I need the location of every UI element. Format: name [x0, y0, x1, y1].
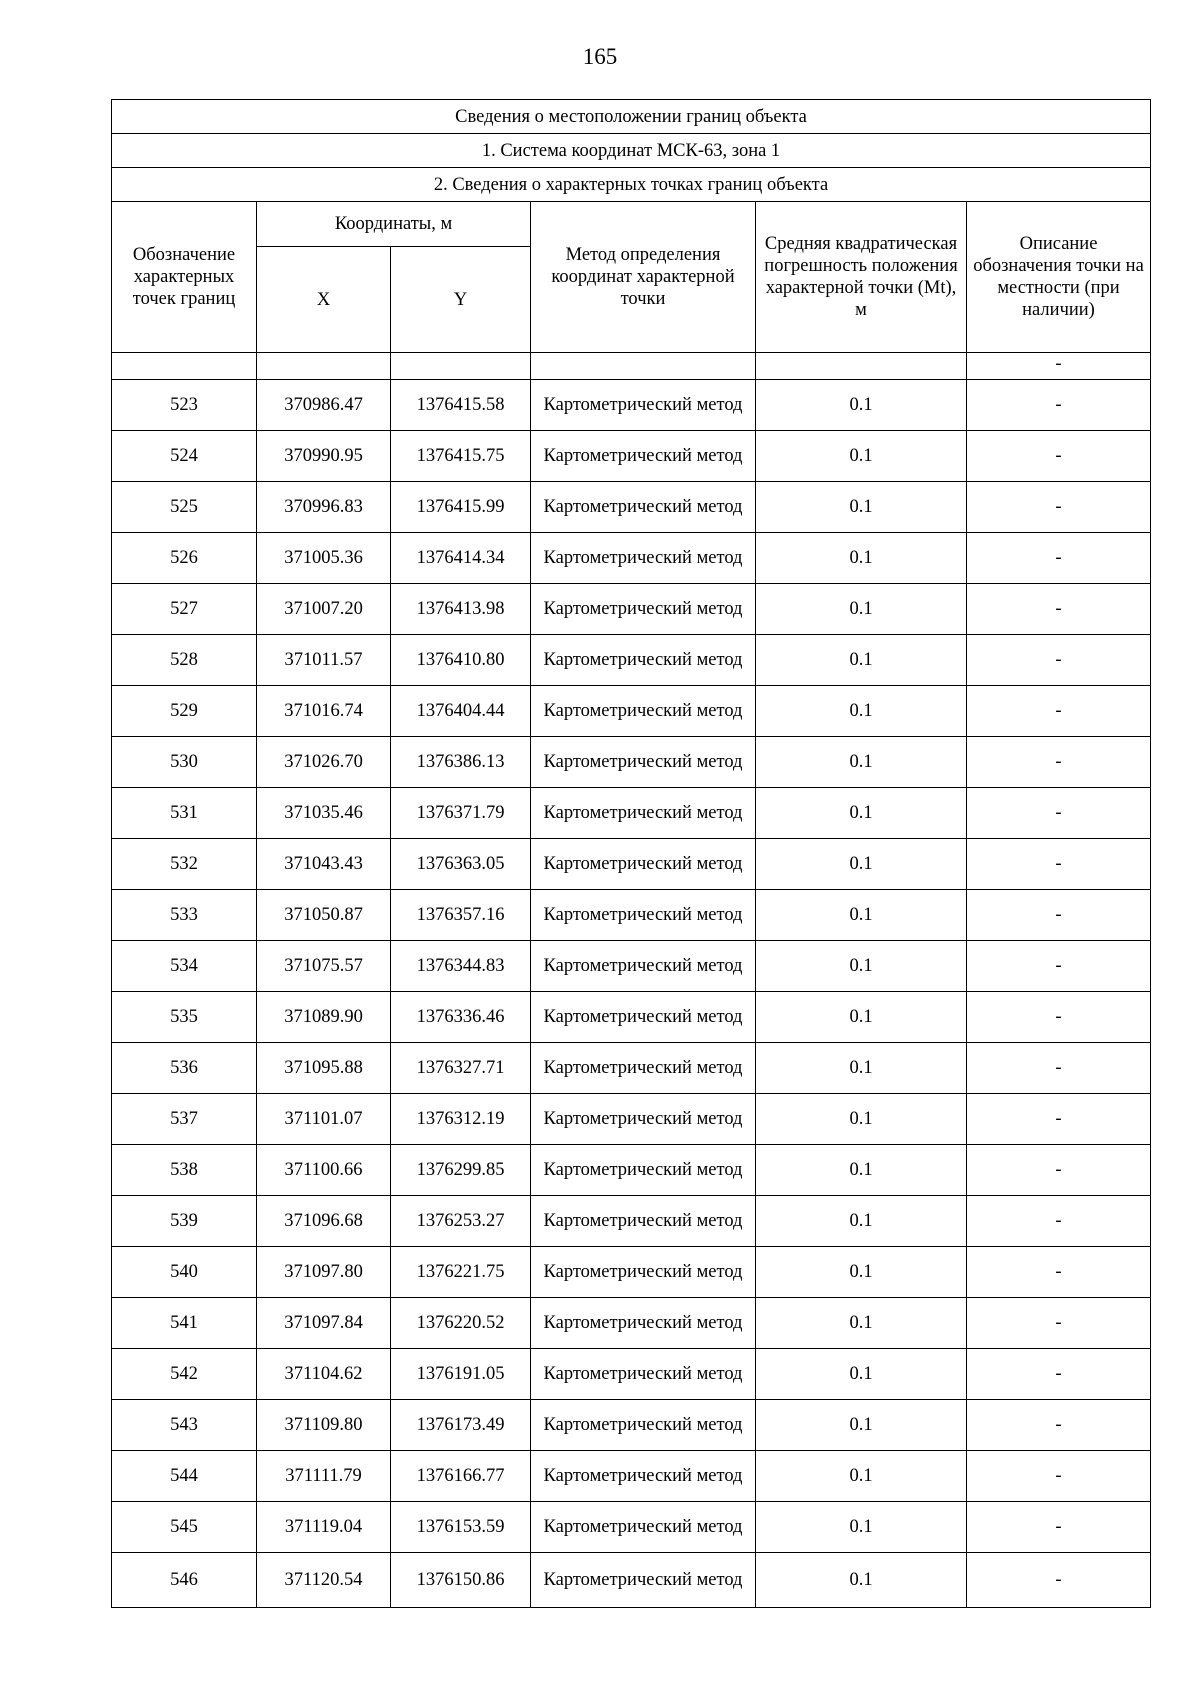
method-cell: Картометрический метод: [531, 1400, 756, 1451]
accuracy-cell: 0.1: [756, 533, 967, 584]
table-row: [112, 533, 1151, 584]
y-cell: 1376415.58: [391, 380, 531, 431]
x-cell: 371100.66: [257, 1145, 391, 1196]
header-description: Описание обозначения точки на местности (при наличии): [967, 202, 1151, 353]
method-cell: Картометрический метод: [531, 635, 756, 686]
point-cell: 537: [112, 1094, 257, 1145]
header-method: Метод определения координат характерной точки: [531, 202, 756, 353]
blank-cell: [391, 353, 531, 380]
table-row: [112, 941, 1151, 992]
method-cell: Картометрический метод: [531, 1043, 756, 1094]
header-coordinates: Координаты, м: [257, 202, 531, 247]
y-cell: 1376415.99: [391, 482, 531, 533]
method-cell: Картометрический метод: [531, 890, 756, 941]
point-cell: 535: [112, 992, 257, 1043]
header-y: Y: [391, 247, 531, 353]
table-row: [112, 1145, 1151, 1196]
point-cell: 524: [112, 431, 257, 482]
x-cell: 371119.04: [257, 1502, 391, 1553]
table-row: [112, 1043, 1151, 1094]
y-cell: 1376327.71: [391, 1043, 531, 1094]
point-cell: 541: [112, 1298, 257, 1349]
x-cell: 371089.90: [257, 992, 391, 1043]
point-cell: 539: [112, 1196, 257, 1247]
accuracy-cell: 0.1: [756, 1298, 967, 1349]
description-cell: -: [967, 686, 1151, 737]
accuracy-cell: 0.1: [756, 1094, 967, 1145]
accuracy-cell: 0.1: [756, 380, 967, 431]
accuracy-cell: 0.1: [756, 1196, 967, 1247]
x-cell: 371043.43: [257, 839, 391, 890]
table-title: Сведения о местоположении границ объекта: [112, 100, 1151, 134]
description-cell: -: [967, 1094, 1151, 1145]
header-designation: Обозначение характерных точек границ: [112, 202, 257, 353]
header-row-top: [112, 202, 1151, 247]
points-section-label: 2. Сведения о характерных точках границ объекта: [112, 168, 1151, 202]
description-cell: -: [967, 1196, 1151, 1247]
point-cell: 538: [112, 1145, 257, 1196]
y-cell: 1376220.52: [391, 1298, 531, 1349]
method-cell: Картометрический метод: [531, 788, 756, 839]
x-cell: 371095.88: [257, 1043, 391, 1094]
x-cell: 371104.62: [257, 1349, 391, 1400]
method-cell: Картометрический метод: [531, 737, 756, 788]
y-cell: 1376415.75: [391, 431, 531, 482]
point-cell: 530: [112, 737, 257, 788]
point-cell: 526: [112, 533, 257, 584]
coordinate-system-label: 1. Система координат МСК-63, зона 1: [112, 134, 1151, 168]
y-cell: 1376404.44: [391, 686, 531, 737]
x-cell: 371075.57: [257, 941, 391, 992]
table-row: [112, 839, 1151, 890]
description-cell: -: [967, 890, 1151, 941]
method-cell: Картометрический метод: [531, 839, 756, 890]
y-cell: 1376150.86: [391, 1553, 531, 1608]
description-cell: -: [967, 1043, 1151, 1094]
point-cell: 527: [112, 584, 257, 635]
point-cell: 534: [112, 941, 257, 992]
accuracy-cell: 0.1: [756, 584, 967, 635]
description-cell: -: [967, 788, 1151, 839]
point-cell: 540: [112, 1247, 257, 1298]
table-row: [112, 686, 1151, 737]
point-cell: 544: [112, 1451, 257, 1502]
accuracy-cell: 0.1: [756, 1043, 967, 1094]
method-cell: Картометрический метод: [531, 1298, 756, 1349]
point-cell: 543: [112, 1400, 257, 1451]
blank-cell: [756, 353, 967, 380]
method-cell: Картометрический метод: [531, 584, 756, 635]
method-cell: Картометрический метод: [531, 941, 756, 992]
point-cell: 529: [112, 686, 257, 737]
accuracy-cell: 0.1: [756, 941, 967, 992]
method-cell: Картометрический метод: [531, 1502, 756, 1553]
x-cell: 371007.20: [257, 584, 391, 635]
x-cell: 371097.84: [257, 1298, 391, 1349]
x-cell: 371111.79: [257, 1451, 391, 1502]
point-cell: 523: [112, 380, 257, 431]
table-row: [112, 1553, 1151, 1608]
accuracy-cell: 0.1: [756, 839, 967, 890]
y-cell: 1376371.79: [391, 788, 531, 839]
method-cell: Картометрический метод: [531, 1451, 756, 1502]
point-cell: 546: [112, 1553, 257, 1608]
description-cell: -: [967, 1298, 1151, 1349]
table-row: [112, 635, 1151, 686]
y-cell: 1376344.83: [391, 941, 531, 992]
x-cell: 371097.80: [257, 1247, 391, 1298]
accuracy-cell: 0.1: [756, 431, 967, 482]
description-cell: -: [967, 1247, 1151, 1298]
accuracy-cell: 0.1: [756, 1247, 967, 1298]
blank-cell: [257, 353, 391, 380]
x-cell: 371096.68: [257, 1196, 391, 1247]
x-cell: 371120.54: [257, 1553, 391, 1608]
table-row: [112, 482, 1151, 533]
description-cell: -: [967, 1349, 1151, 1400]
x-cell: 371005.36: [257, 533, 391, 584]
y-cell: 1376221.75: [391, 1247, 531, 1298]
method-cell: Картометрический метод: [531, 431, 756, 482]
y-cell: 1376386.13: [391, 737, 531, 788]
header-x: X: [257, 247, 391, 353]
table-row: [112, 1094, 1151, 1145]
method-cell: Картометрический метод: [531, 1349, 756, 1400]
table-row: [112, 1298, 1151, 1349]
description-cell: -: [967, 992, 1151, 1043]
description-cell: -: [967, 1502, 1151, 1553]
method-cell: Картометрический метод: [531, 380, 756, 431]
description-cell: -: [967, 1400, 1151, 1451]
y-cell: 1376191.05: [391, 1349, 531, 1400]
description-cell: -: [967, 635, 1151, 686]
table-row: [112, 992, 1151, 1043]
description-cell: -: [967, 431, 1151, 482]
method-cell: Картометрический метод: [531, 1553, 756, 1608]
accuracy-cell: 0.1: [756, 992, 967, 1043]
y-cell: 1376166.77: [391, 1451, 531, 1502]
accuracy-cell: 0.1: [756, 890, 967, 941]
method-cell: Картометрический метод: [531, 992, 756, 1043]
boundary-points-table: [111, 99, 1151, 1608]
description-cell: -: [967, 839, 1151, 890]
coordinate-system-row: [112, 134, 1151, 168]
accuracy-cell: 0.1: [756, 635, 967, 686]
x-cell: 370986.47: [257, 380, 391, 431]
y-cell: 1376299.85: [391, 1145, 531, 1196]
description-cell: -: [967, 533, 1151, 584]
method-cell: Картометрический метод: [531, 482, 756, 533]
y-cell: 1376153.59: [391, 1502, 531, 1553]
table-row: [112, 584, 1151, 635]
description-cell: -: [967, 584, 1151, 635]
description-cell: -: [967, 1145, 1151, 1196]
y-cell: 1376414.34: [391, 533, 531, 584]
y-cell: 1376410.80: [391, 635, 531, 686]
accuracy-cell: 0.1: [756, 1349, 967, 1400]
table-row: [112, 788, 1151, 839]
accuracy-cell: 0.1: [756, 686, 967, 737]
description-cell: -: [967, 380, 1151, 431]
point-cell: 525: [112, 482, 257, 533]
description-cell: -: [967, 1553, 1151, 1608]
point-cell: 545: [112, 1502, 257, 1553]
point-cell: 531: [112, 788, 257, 839]
point-cell: 542: [112, 1349, 257, 1400]
y-cell: 1376336.46: [391, 992, 531, 1043]
header-accuracy: Средняя квадратическая погрешность положения характерной точки (Mt), м: [756, 202, 967, 353]
table-row: [112, 1502, 1151, 1553]
point-cell: 533: [112, 890, 257, 941]
description-cell: -: [967, 941, 1151, 992]
table-row: [112, 1400, 1151, 1451]
x-cell: 370990.95: [257, 431, 391, 482]
y-cell: 1376253.27: [391, 1196, 531, 1247]
accuracy-cell: 0.1: [756, 1502, 967, 1553]
x-cell: 371050.87: [257, 890, 391, 941]
table-row: [112, 737, 1151, 788]
points-section-row: [112, 168, 1151, 202]
description-cell: -: [967, 1451, 1151, 1502]
accuracy-cell: 0.1: [756, 1400, 967, 1451]
blank-cell: [531, 353, 756, 380]
blank-description: -: [967, 353, 1151, 380]
x-cell: 371101.07: [257, 1094, 391, 1145]
table-title-row: [112, 100, 1151, 134]
x-cell: 370996.83: [257, 482, 391, 533]
method-cell: Картометрический метод: [531, 1094, 756, 1145]
y-cell: 1376413.98: [391, 584, 531, 635]
point-cell: 528: [112, 635, 257, 686]
table-row: [112, 1196, 1151, 1247]
x-cell: 371026.70: [257, 737, 391, 788]
method-cell: Картометрический метод: [531, 1145, 756, 1196]
table-row: [112, 1451, 1151, 1502]
blank-cell: [112, 353, 257, 380]
description-cell: -: [967, 482, 1151, 533]
table-row: [112, 890, 1151, 941]
x-cell: 371011.57: [257, 635, 391, 686]
table-row: [112, 1349, 1151, 1400]
page-number: 165: [582, 44, 618, 69]
accuracy-cell: 0.1: [756, 788, 967, 839]
blank-row: [112, 353, 1151, 380]
x-cell: 371109.80: [257, 1400, 391, 1451]
table-row: [112, 431, 1151, 482]
y-cell: 1376357.16: [391, 890, 531, 941]
accuracy-cell: 0.1: [756, 1145, 967, 1196]
y-cell: 1376363.05: [391, 839, 531, 890]
description-cell: -: [967, 737, 1151, 788]
table-row: [112, 1247, 1151, 1298]
x-cell: 371035.46: [257, 788, 391, 839]
point-cell: 532: [112, 839, 257, 890]
method-cell: Картометрический метод: [531, 1247, 756, 1298]
method-cell: Картометрический метод: [531, 533, 756, 584]
point-cell: 536: [112, 1043, 257, 1094]
y-cell: 1376312.19: [391, 1094, 531, 1145]
method-cell: Картометрический метод: [531, 686, 756, 737]
method-cell: Картометрический метод: [531, 1196, 756, 1247]
table-row: [112, 380, 1151, 431]
y-cell: 1376173.49: [391, 1400, 531, 1451]
accuracy-cell: 0.1: [756, 1451, 967, 1502]
x-cell: 371016.74: [257, 686, 391, 737]
accuracy-cell: 0.1: [756, 1553, 967, 1608]
accuracy-cell: 0.1: [756, 737, 967, 788]
accuracy-cell: 0.1: [756, 482, 967, 533]
